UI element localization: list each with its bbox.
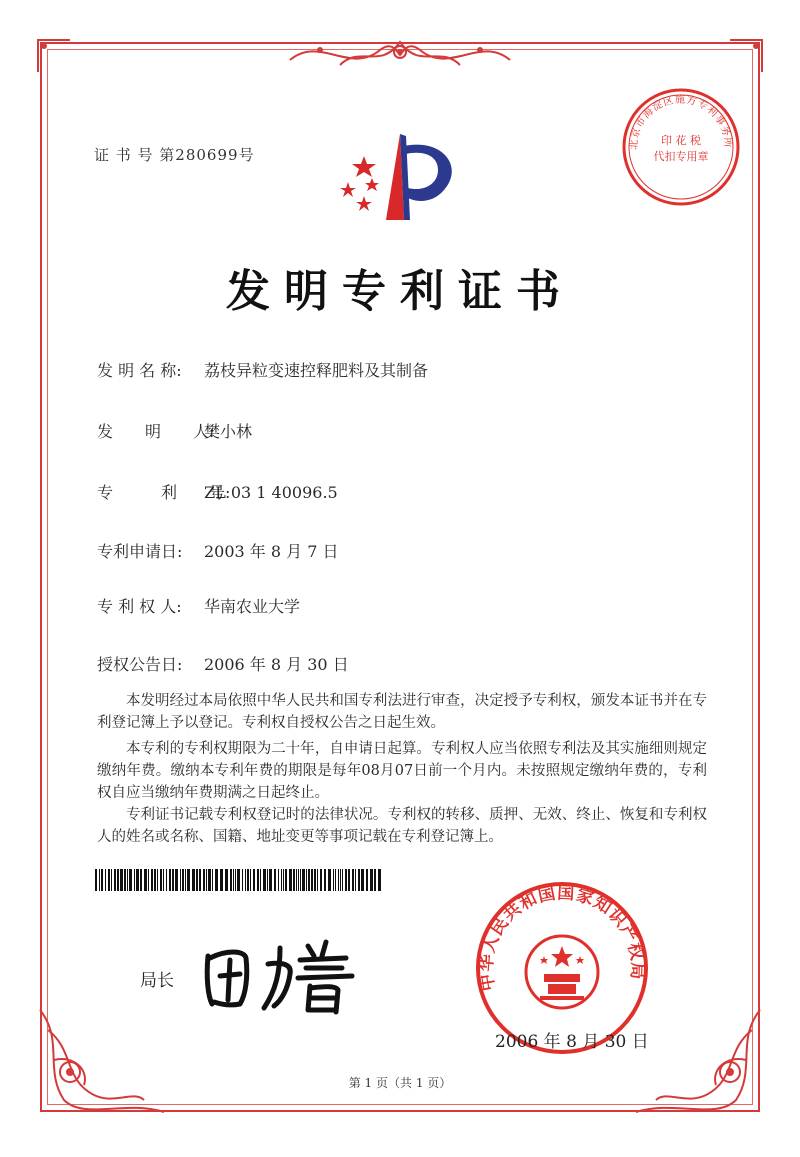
field-patent-number (97, 480, 338, 503)
paragraph-legal-status: 专利证书记载专利权登记时的法律状况。专利权的转移、质押、无效、终止、恢复和专利权人的姓名或名称、国籍、地址变更等事项记载在专利登记簿上。 (97, 807, 707, 845)
director-label: 局长 (140, 971, 174, 991)
corner-ornament-top-left (34, 36, 74, 76)
director-signature (196, 928, 366, 1018)
svg-text:印 花 税: 印 花 税 (661, 134, 701, 147)
certificate-title: 发明专利证书 (226, 266, 574, 317)
svg-text:中华人民共和国国家知识产权局: 中华人民共和国国家知识产权局 (476, 883, 648, 993)
field-application-date (97, 539, 339, 562)
field-patentee (97, 594, 300, 617)
field-value: ZL 03 1 40096.5 (204, 483, 338, 502)
field-label: 授权公告日: (97, 655, 183, 674)
page-footer: 第 1 页（共 1 页） (348, 1076, 452, 1090)
field-value: 2006 年 8 月 30 日 (204, 655, 349, 674)
field-label: 专利申请日: (97, 542, 183, 561)
field-invention-name (97, 358, 428, 381)
bottom-left-ornament (34, 1000, 174, 1120)
paragraph-term: 本专利的专利权期限为二十年，自申请日起算。专利权人应当依照专利法及其实施细则规定缴纳年费。缴纳本专利年费的期限是每年08月07日前一个月内。未按照规定缴纳年费的，专利权自应当缴纳年费期满之日起终止。 (97, 741, 707, 801)
barcode (95, 869, 385, 891)
field-value: 荔枝异粒变速控释肥料及其制备 (204, 361, 429, 380)
field-label: 发 明 名 称: (97, 361, 182, 380)
cnipa-logo (334, 128, 474, 228)
top-ornament (280, 30, 520, 80)
agent-seal-stamp (620, 86, 742, 208)
field-label: 专 利 权 人: (97, 597, 182, 616)
field-value: 华南农业大学 (204, 597, 301, 616)
issue-date: 2006 年 8 月 30 日 (495, 1032, 649, 1052)
paragraph-examination: 本发明经过本局依照中华人民共和国专利法进行审查，决定授予专利权，颁发本证书并在专利登记簿上予以登记。专利权自授权公告之日起生效。 (97, 693, 707, 731)
svg-text:北京市海淀区施方专利事务所: 北京市海淀区施方专利事务所 (628, 94, 734, 151)
field-grant-date (97, 652, 349, 675)
field-label: 专 利 号: (97, 483, 231, 502)
field-value: 2003 年 8 月 7 日 (204, 542, 339, 561)
field-label: 发 明 人: (97, 422, 215, 441)
field-value: 樊小林 (204, 422, 253, 441)
field-inventor (97, 419, 252, 442)
svg-text:代扣专用章: 代扣专用章 (653, 150, 709, 163)
certificate-number: 证 书 号 第280699号 (94, 146, 255, 164)
corner-ornament-top-right (726, 36, 766, 76)
